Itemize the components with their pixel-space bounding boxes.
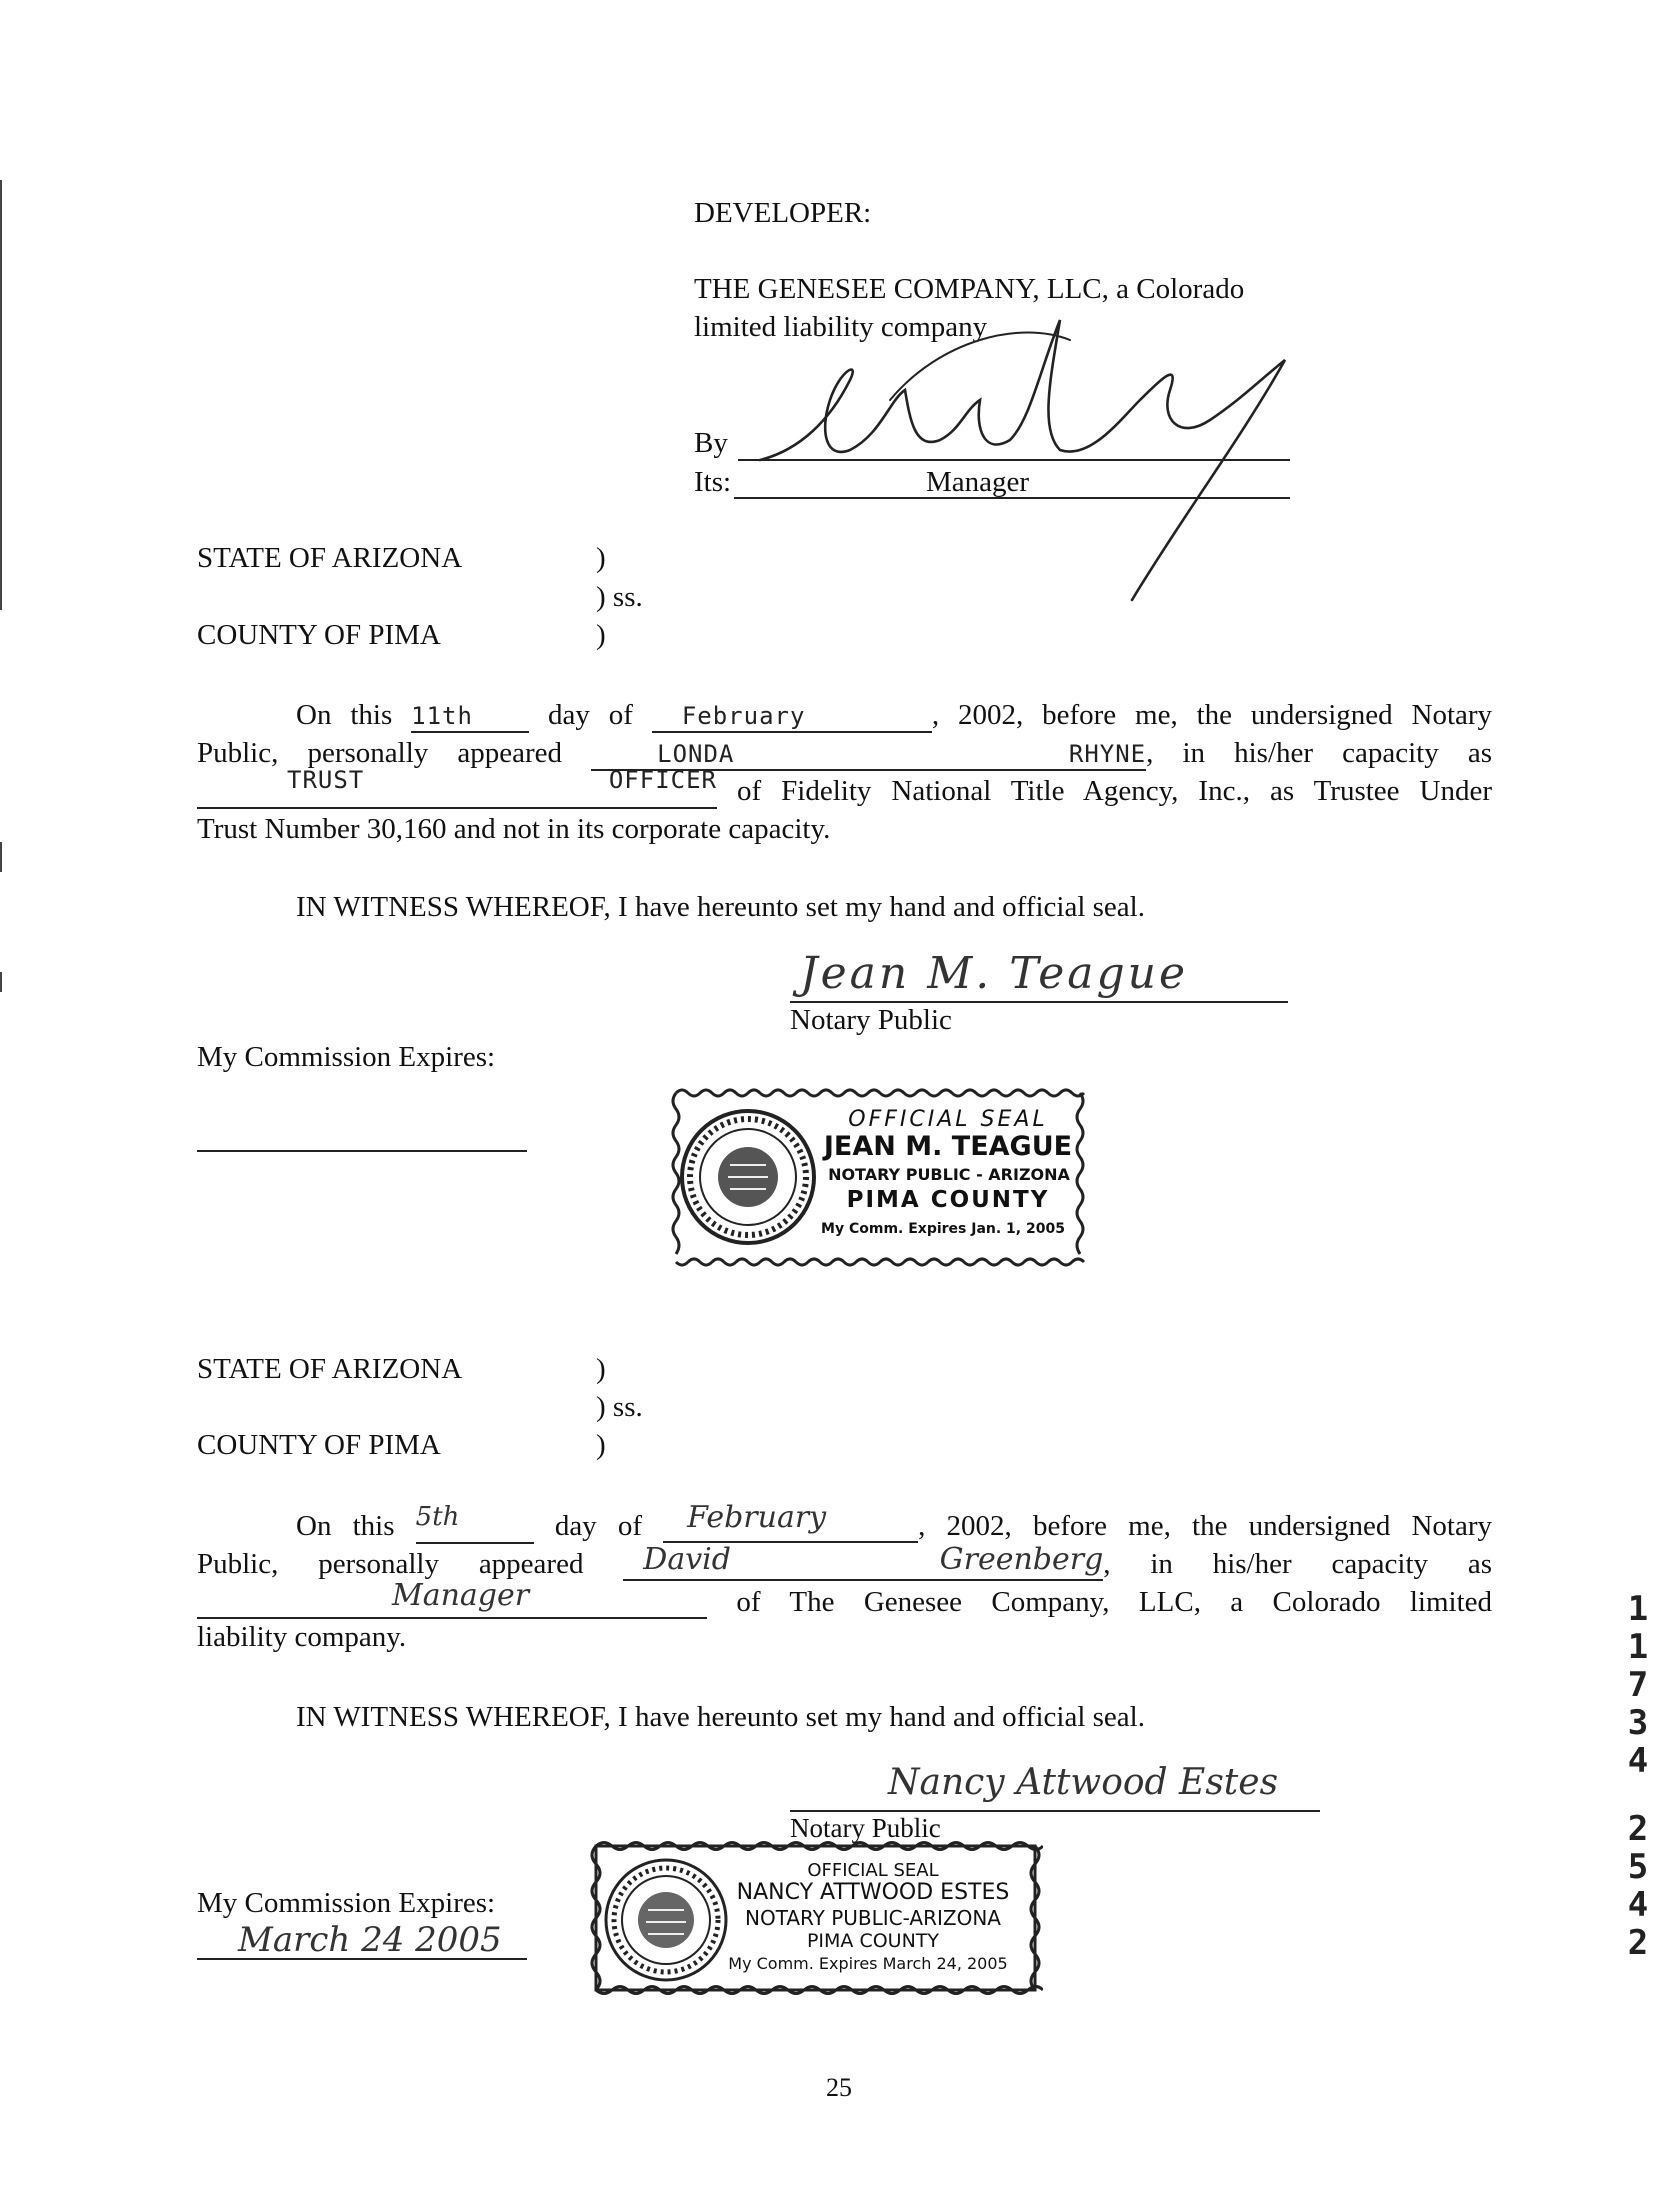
notary2-label: Notary Public <box>790 1813 941 1843</box>
seal2-line4: PIMA COUNTY <box>806 1930 940 1952</box>
ack2-line1 <box>296 1500 1493 1545</box>
recording-gap <box>1620 1780 1656 1810</box>
ack1-day-value: 11th <box>411 702 473 730</box>
ack1-month-field <box>652 700 932 733</box>
commission2-line <box>197 1958 527 1960</box>
seal1-line2: JEAN M. TEAGUE <box>823 1131 1073 1162</box>
ack2-line4: liability company. <box>197 1621 407 1653</box>
ack2-person-field <box>623 1542 1104 1581</box>
ack2-day-field <box>415 1502 534 1544</box>
recording-number <box>1620 1590 1656 1962</box>
ack1-person-value: LONDA RHYNE <box>657 740 1147 768</box>
its-value: Manager <box>926 466 1030 498</box>
ack1-line3 <box>197 766 1493 810</box>
venue1-paren1: ) <box>596 542 606 574</box>
developer-company-line1: THE GENESEE COMPANY, LLC, a Colorado <box>694 273 1245 305</box>
ack2-title-field <box>197 1578 707 1619</box>
venue2-paren2: ) <box>596 1429 606 1461</box>
notary-seal-2 <box>588 1838 1043 1998</box>
ack1-appeared: appeared <box>457 737 563 769</box>
recording-digit: 4 <box>1627 1741 1649 1781</box>
seal1-line1: OFFICIAL SEAL <box>848 1107 1048 1132</box>
notary1-signature: Jean M. Teague <box>800 948 1189 999</box>
recording-digit: 1 <box>1627 1589 1649 1629</box>
developer-company-line2: limited liability company <box>694 311 988 343</box>
seal1-line5: My Comm. Expires Jan. 1, 2005 <box>821 1221 1065 1237</box>
venue1-paren2: ) <box>596 619 606 651</box>
notary-seal-1 <box>668 1085 1088 1270</box>
seal1-line4: PIMA COUNTY <box>846 1187 1050 1213</box>
margin-mark <box>0 180 2 610</box>
ack2-line3 <box>197 1578 1492 1621</box>
by-label: By <box>694 427 728 459</box>
ack1-on-this: On this <box>296 699 393 731</box>
ack1-day-field <box>411 700 529 733</box>
ack1-capacity-text: , in his/her capacity as <box>1146 737 1492 769</box>
page-number: 25 <box>826 2073 852 2102</box>
ack1-personally: personally <box>307 737 429 769</box>
seal2-line5: My Comm. Expires March 24, 2005 <box>728 1954 1008 1973</box>
ack2-capacity-text: , in his/her capacity as <box>1103 1548 1493 1580</box>
venue1-state: STATE OF ARIZONA <box>197 542 463 574</box>
commission1-line <box>197 1150 527 1152</box>
ack2-personally: personally <box>318 1548 439 1580</box>
recording-digit: 3 <box>1627 1703 1649 1743</box>
ack1-line1 <box>296 696 1492 734</box>
margin-mark <box>0 972 2 992</box>
ack1-public: Public, <box>197 737 279 769</box>
ack2-day-of: day of <box>554 1510 642 1542</box>
ack2-month-value: February <box>687 1500 827 1535</box>
ack2-person-value: David Greenberg <box>643 1542 1104 1577</box>
ack1-day-of: day of <box>548 699 633 731</box>
margin-mark <box>0 842 2 872</box>
recording-digit: 2 <box>1627 1923 1649 1963</box>
ack2-title-value: Manager <box>392 1578 530 1613</box>
recording-digit: 5 <box>1627 1847 1649 1887</box>
developer-signature <box>740 300 1300 610</box>
commission2-value: March 24 2005 <box>238 1920 502 1960</box>
commission1-label: My Commission Expires: <box>197 1041 496 1073</box>
ack2-on-this: On this <box>296 1510 395 1542</box>
witness1-text: IN WITNESS WHEREOF, I have hereunto set my hand and official seal. <box>296 891 1145 923</box>
ack2-appeared: appeared <box>478 1548 584 1580</box>
seal1-line3: NOTARY PUBLIC - ARIZONA <box>828 1165 1070 1184</box>
venue2-county: COUNTY OF PIMA <box>197 1429 441 1461</box>
ack2-day-value: 5th <box>415 1502 460 1532</box>
venue1-ss: ) ss. <box>596 581 643 613</box>
venue2-state: STATE OF ARIZONA <box>197 1353 463 1385</box>
witness2-text: IN WITNESS WHEREOF, I have hereunto set my hand and official seal. <box>296 1701 1145 1733</box>
ack1-line4: Trust Number 30,160 and not in its corporate capacity. <box>197 813 831 845</box>
seal2-line2: NANCY ATTWOOD ESTES <box>736 1880 1010 1905</box>
ack2-public: Public, <box>197 1548 279 1580</box>
commission2-label: My Commission Expires: <box>197 1887 496 1919</box>
notary1-label: Notary Public <box>790 1004 952 1036</box>
developer-heading: DEVELOPER: <box>694 197 872 229</box>
its-label: Its: <box>694 466 732 498</box>
ack1-month-value: February <box>681 702 806 730</box>
ack2-year-text: , 2002, before me, the undersigned Notary <box>918 1510 1493 1542</box>
seal2-line1: OFFICIAL SEAL <box>807 1860 939 1881</box>
ack2-month-field <box>663 1500 918 1543</box>
venue2-ss: ) ss. <box>596 1391 643 1423</box>
ack1-title-field <box>197 766 717 809</box>
venue2-paren1: ) <box>596 1353 606 1385</box>
ack2-of-text: of The Genesee Company, LLC, a Colorado limited <box>736 1586 1492 1618</box>
ack1-year-text: , 2002, before me, the undersigned Notary <box>931 699 1493 731</box>
ack1-of-text: of Fidelity National Title Agency, Inc., as Trustee Under <box>737 775 1493 807</box>
venue1-county: COUNTY OF PIMA <box>197 619 441 651</box>
seal2-line3: NOTARY PUBLIC-ARIZONA <box>744 1906 1001 1930</box>
ack1-title-value: TRUST OFFICER <box>287 766 717 794</box>
recording-digit: 7 <box>1627 1665 1649 1705</box>
recording-digit: 1 <box>1627 1627 1649 1667</box>
notary2-signature: Nancy Attwood Estes <box>888 1762 1279 1803</box>
recording-digit: 2 <box>1627 1809 1649 1849</box>
recording-digit: 4 <box>1627 1885 1649 1925</box>
